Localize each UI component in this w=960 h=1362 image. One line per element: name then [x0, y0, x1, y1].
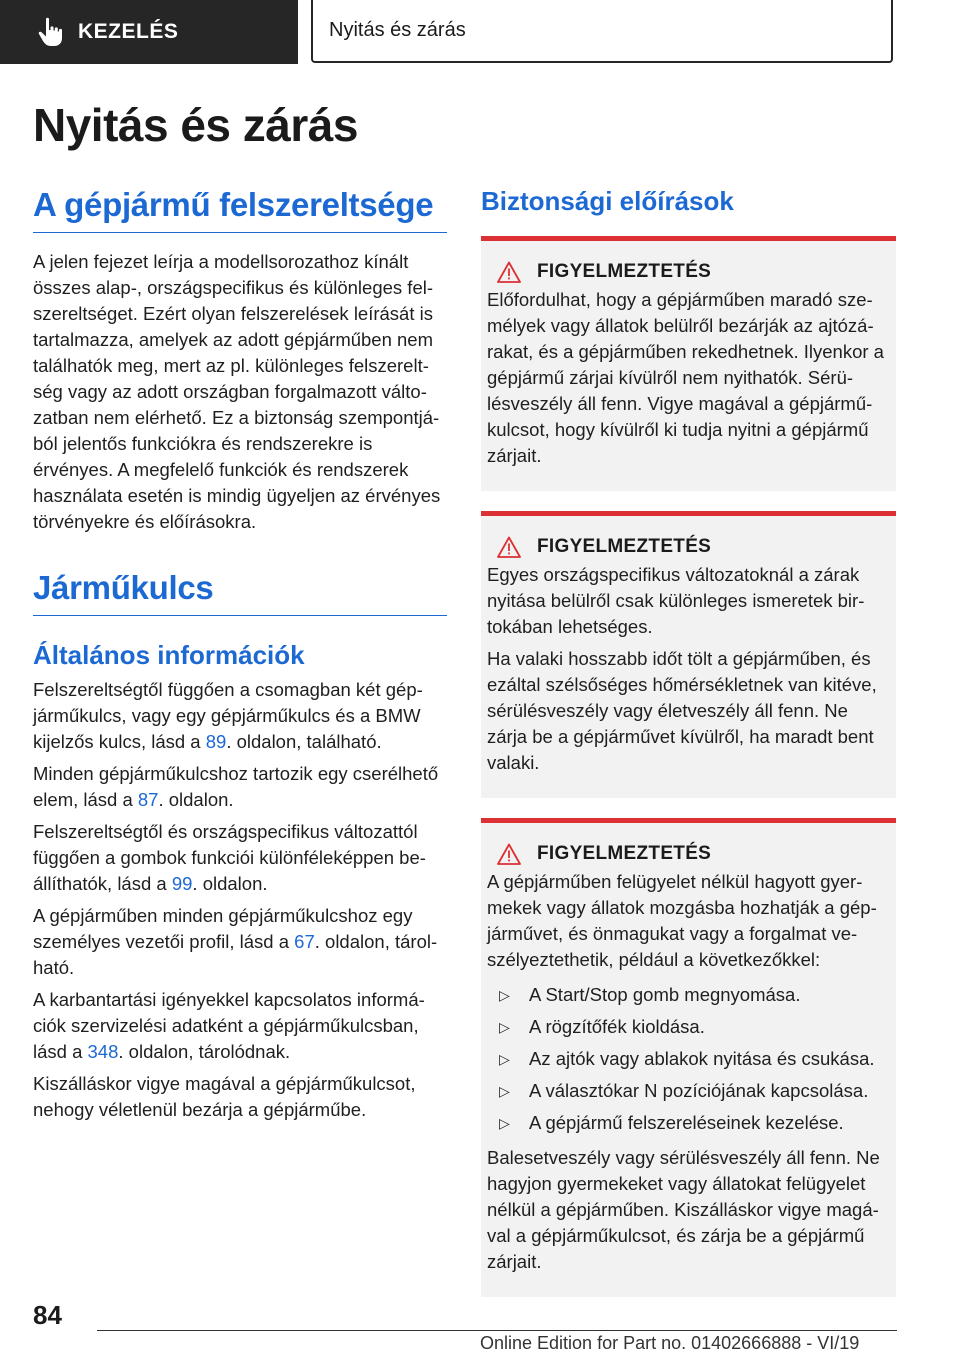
paragraph-5: A karbantartási igényekkel kapcsolatos információk szervizelési adatként a gépjárműkulcsban, lásd a 348. oldalon, tárolódnak. — [33, 989, 425, 1062]
warning-title: FIGYELMEZTETÉS — [537, 261, 712, 282]
felszereltseg-body: A jelen fejezet leírja a modellsorozathoz kínált összes alap-, országspecifikus és különleges felszereltséget. Ezért olyan felszerelések leírását is tartalmazza, amelyek az adott gépjárműben nem találhatók meg, mert az pl. különleges felszereltség vagy az adott országban forgalmazott változatban nem elérhető. Ez a biztonság szempontjából jelentős funkciókra és rendszerekre is érvényes. A megfelelő funkciók és rendszerek használata esetén is mindig ügyeljen az érvényes törvényekre és előírásokra. — [33, 251, 441, 532]
left-column — [33, 186, 447, 1129]
paragraph-1: Felszereltségtől függően a csomagban két gépjárműkulcs, vagy egy gépjárműkulcs és a BMW kijelzős kulcs, lásd a 89. oldalon, található. — [33, 679, 423, 752]
page-link-67[interactable]: 67 — [294, 931, 315, 952]
breadcrumb[interactable] — [311, 0, 893, 63]
hand-pointer-icon — [32, 14, 68, 50]
paragraph-6: Kiszálláskor vigye magával a gépjárműkulcsot, nehogy véletlenül bezárja a gépjárműbe. — [33, 1073, 416, 1120]
list-item: ▷ A rögzítőfék kioldása. — [487, 1011, 890, 1043]
footer-divider — [97, 1330, 897, 1331]
section-tab-label: KEZELÉS — [78, 20, 179, 43]
heading-jarmukulcs: Járműkulcs — [33, 569, 447, 616]
warning-header — [497, 261, 890, 283]
warning-box-2 — [481, 511, 896, 798]
page-title: Nyitás és zárás — [33, 99, 358, 151]
warning-text: Előfordulhat, hogy a gépjárműben maradó személyek vagy állatok belülről bezárják az ajtózárakat, és a gépjárműben rekedhetnek. Ilyenkor a gépjármű zárjai kívülről nem nyithatók. Sérülésveszély áll fenn. Vigye magával a gépjárműkulcsot, hogy kívülről ki tudja nyitni a gépjármű zárjait. — [487, 289, 884, 466]
page-link-99[interactable]: 99 — [171, 873, 193, 894]
list-item: ▷ Az ajtók vagy ablakok nyitása és csukása. — [487, 1043, 890, 1075]
warning-header — [497, 843, 890, 865]
page-number: 84 — [33, 1300, 62, 1330]
warning-text: Egyes országspecifikus változatoknál a zárak nyitása belülről csak különleges ismeretek birtokában lehetséges. — [487, 564, 865, 637]
page-link-87[interactable]: 87 — [137, 789, 159, 810]
warning-text: Ha valaki hosszabb időt tölt a gépjárműben, és ezáltal szélsőséges hőmérsékletnek van kitéve, sérülésveszély vagy életveszély áll fenn. Ne zárja be a gépjárművet kívülről, ha maradt bent valaki. — [487, 648, 877, 773]
warning-text: A gépjárműben felügyelet nélkül hagyott gyermekek vagy állatok mozgásba hozhatják a gépjárművet, és önmagukat vagy a forgalmat veszélyeztethetik, például a következőkkel: — [487, 871, 877, 970]
warning-title: FIGYELMEZTETÉS — [537, 536, 712, 557]
edition-footer: Online Edition for Part no. 01402666888 - VI/19 — [480, 1333, 860, 1353]
paragraph-4: A gépjárműben minden gépjárműkulcshoz egy személyes vezetői profil, lásd a 67. oldalon, tárolható. — [33, 905, 438, 978]
warning-box-1 — [481, 236, 896, 491]
bullet-triangle-icon: ▷ — [499, 987, 510, 1003]
paragraph-3: Felszereltségtől és országspecifikus változattól függően a gombok funkciói különféleképpen beállíthatók, lásd a 99. oldalon. — [33, 821, 426, 894]
heading-biztonsagi: Biztonsági előírások — [481, 186, 734, 216]
warning-triangle-icon — [497, 843, 521, 865]
page-link-348[interactable]: 348 — [87, 1041, 119, 1062]
page-link-89[interactable]: 89 — [205, 731, 227, 752]
list-item: ▷ A gépjármű felszereléseinek kezelése. — [487, 1107, 890, 1139]
bullet-triangle-icon: ▷ — [499, 1083, 510, 1099]
warning-triangle-icon — [497, 536, 521, 558]
list-item: ▷ A választókar N pozíciójának kapcsolása. — [487, 1075, 890, 1107]
heading-felszereltseg: A gépjármű felszereltsége — [33, 186, 447, 233]
warning-box-3 — [481, 818, 896, 1297]
section-tab-kezeles[interactable] — [0, 0, 298, 64]
warning-header — [497, 536, 890, 558]
breadcrumb-label: Nyitás és zárás — [329, 19, 466, 41]
bullet-triangle-icon: ▷ — [499, 1051, 510, 1067]
warning-title: FIGYELMEZTETÉS — [537, 843, 712, 864]
list-item: ▷ A Start/Stop gomb megnyomása. — [487, 979, 890, 1011]
warning-text: Balesetveszély vagy sérülésveszély áll fenn. Ne hagyjon gyermekeket vagy állatokat felügyelet nélkül a gépjárműben. Kiszálláskor vigye magával a gépjárműkulcsot, és zárja be a gépjármű zárjait. — [487, 1147, 880, 1272]
bullet-triangle-icon: ▷ — [499, 1115, 510, 1131]
right-column — [481, 186, 896, 1317]
paragraph-2: Minden gépjárműkulcshoz tartozik egy cserélhető elem, lásd a 87. oldalon. — [33, 763, 439, 810]
subheading-altalanos: Általános információk — [33, 640, 305, 670]
warning-triangle-icon — [497, 261, 521, 283]
warning-list — [487, 979, 890, 1139]
bullet-triangle-icon: ▷ — [499, 1019, 510, 1035]
